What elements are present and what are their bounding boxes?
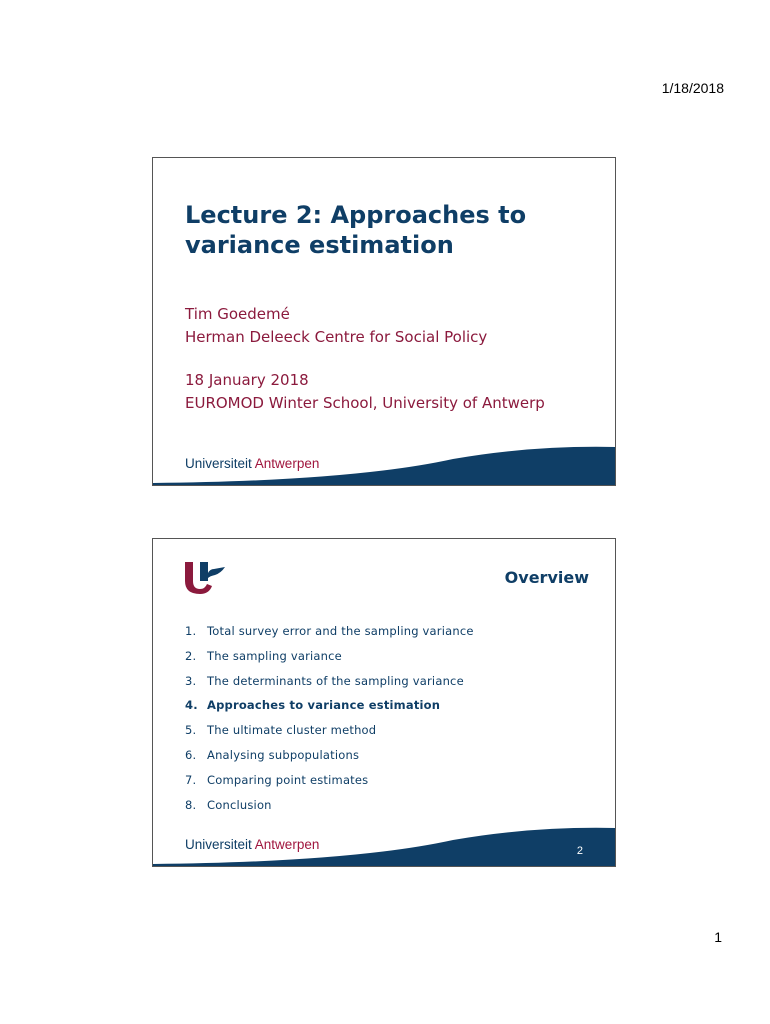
overview-heading: Overview xyxy=(504,568,589,587)
slide-overview xyxy=(152,538,616,867)
footer-wave xyxy=(153,826,616,866)
overview-item: 8. Conclusion xyxy=(185,797,272,812)
overview-item-current: 4. Approaches to variance estimation xyxy=(185,698,441,713)
page-date: 1/18/2018 xyxy=(661,80,724,96)
slide-number: 2 xyxy=(576,845,583,857)
overview-item: 5. The ultimate cluster method xyxy=(185,723,377,738)
lecture-date: 18 January 2018 xyxy=(185,371,309,389)
event-name: EUROMOD Winter School, University of Antwerp xyxy=(185,394,545,412)
lecture-title-line2: variance estimation xyxy=(185,231,454,259)
university-name-part2: Antwerpen xyxy=(254,837,320,852)
footer-wave xyxy=(153,445,616,485)
author-block xyxy=(185,303,487,349)
author-affiliation: Herman Deleeck Centre for Social Policy xyxy=(185,328,488,346)
event-block xyxy=(185,369,545,415)
overview-item: 3. The determinants of the sampling variance xyxy=(185,673,464,688)
author-name: Tim Goedemé xyxy=(185,305,290,323)
slide-title xyxy=(152,157,616,486)
overview-list xyxy=(185,619,474,817)
overview-item: 7. Comparing point estimates xyxy=(185,772,369,787)
university-name-part1: Universiteit xyxy=(185,456,252,471)
ua-logo-icon xyxy=(181,559,227,595)
page-number: 1 xyxy=(714,929,722,945)
lecture-title-line1: Lecture 2: Approaches to xyxy=(185,201,527,229)
university-name-part2: Antwerpen xyxy=(254,456,320,471)
lecture-title xyxy=(185,200,605,260)
overview-item: 1. Total survey error and the sampling variance xyxy=(185,624,474,638)
university-name-part1: Universiteit xyxy=(185,837,252,852)
overview-item: 2. The sampling variance xyxy=(185,648,342,663)
overview-item: 6. Analysing subpopulations xyxy=(185,747,360,762)
